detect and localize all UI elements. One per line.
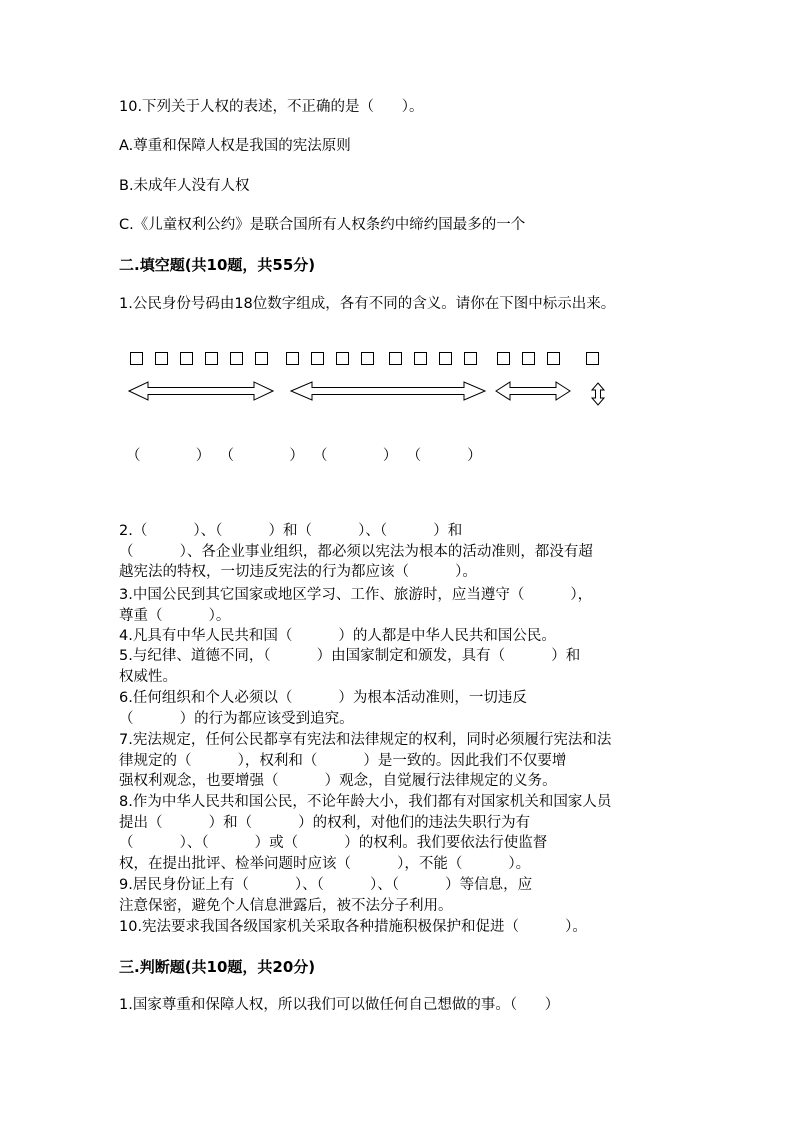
- fill-question-2: 2.（ ）、（ ）和（ ）、（ ）和 （ ）、各企业事业组织，都必须以宪法为根本的活动准则，都没有超 越宪法的特权，一切违反宪法的行为都应该（ ）。: [119, 523, 593, 581]
- digit-box: [230, 352, 243, 365]
- digit-box: [547, 352, 560, 365]
- fill-question-7: 7.宪法规定，任何公民都享有宪法和法律规定的权利，同时必须履行宪法和法 律规定的（ ），权利和（ ）是一致的。因此我们不仅要增 强权利观念，也要增强（ ）观念，自觉履行法律规定的义务。: [119, 732, 612, 790]
- digit-box: [286, 352, 299, 365]
- question-10-option-a: A.尊重和保障人权是我国的宪法原则: [119, 138, 351, 154]
- digit-box: [155, 352, 168, 365]
- digit-box: [414, 352, 427, 365]
- fill-question-9: 9.居民身份证上有（ ）、（ ）、（ ）等信息，应 注意保密，避免个人信息泄露后，被不法分子利用。: [119, 877, 533, 914]
- digit-box: [522, 352, 535, 365]
- diagram-answer-blanks: （ ） （ ） （ ） （ ）: [126, 448, 482, 464]
- digit-box: [205, 352, 218, 365]
- digit-box: [439, 352, 452, 365]
- vertical-double-arrow-icon: [591, 382, 605, 406]
- digit-box: [336, 352, 349, 365]
- digit-box: [311, 352, 324, 365]
- double-arrow-icon: [128, 381, 274, 401]
- question-10-option-b: B.未成年人没有人权: [119, 178, 250, 194]
- fill-question-1: 1.公民身份号码由18位数字组成，各有不同的含义。请你在下图中标示出来。: [119, 296, 616, 312]
- question-10-stem: 10.下列关于人权的表述，不正确的是（ ）。: [119, 99, 424, 115]
- digit-box: [130, 352, 143, 365]
- fill-question-3: 3.中国公民到其它国家或地区学习、工作、旅游时，应当遵守（ ）， 尊重（ ）。: [119, 587, 593, 624]
- digit-box: [180, 352, 193, 365]
- fill-question-10: 10.宪法要求我国各级国家机关采取各种措施积极保护和促进（ ）。: [119, 919, 587, 935]
- digit-box: [464, 352, 477, 365]
- section-3-heading: 三.判断题(共10题，共20分): [119, 958, 316, 976]
- digit-box: [255, 352, 268, 365]
- fill-question-6: 6.任何组织和个人必须以（ ）为根本活动准则，一切违反 （ ）的行为都应该受到追究。: [119, 690, 527, 727]
- double-arrow-icon: [495, 381, 571, 401]
- digit-box: [586, 352, 599, 365]
- section-2-heading: 二.填空题(共10题，共55分): [119, 256, 316, 274]
- fill-question-4: 4.凡具有中华人民共和国（ ）的人都是中华人民共和国公民。: [119, 628, 556, 644]
- digit-box: [389, 352, 402, 365]
- fill-question-5: 5.与纪律、道德不同，（ ）由国家制定和颁发，具有（ ）和 权威性。: [119, 648, 581, 685]
- digit-box: [497, 352, 510, 365]
- fill-question-8: 8.作为中华人民共和国公民，不论年龄大小，我们都有对国家机关和国家人员 提出（ ）和（ ）的权利，对他们的违法失职行为有 （ ）、（ ）或（ ）的权利。我们要依法行使监督 权，在提出批评、检举问题时应该（ ），不能（ ）。: [119, 794, 612, 872]
- double-arrow-icon: [290, 381, 486, 401]
- judge-question-1: 1.国家尊重和保障人权，所以我们可以做任何自己想做的事。（ ）: [119, 997, 560, 1013]
- digit-box: [361, 352, 374, 365]
- question-10-option-c: C.《儿童权利公约》是联合国所有人权条约中缔约国最多的一个: [119, 217, 526, 233]
